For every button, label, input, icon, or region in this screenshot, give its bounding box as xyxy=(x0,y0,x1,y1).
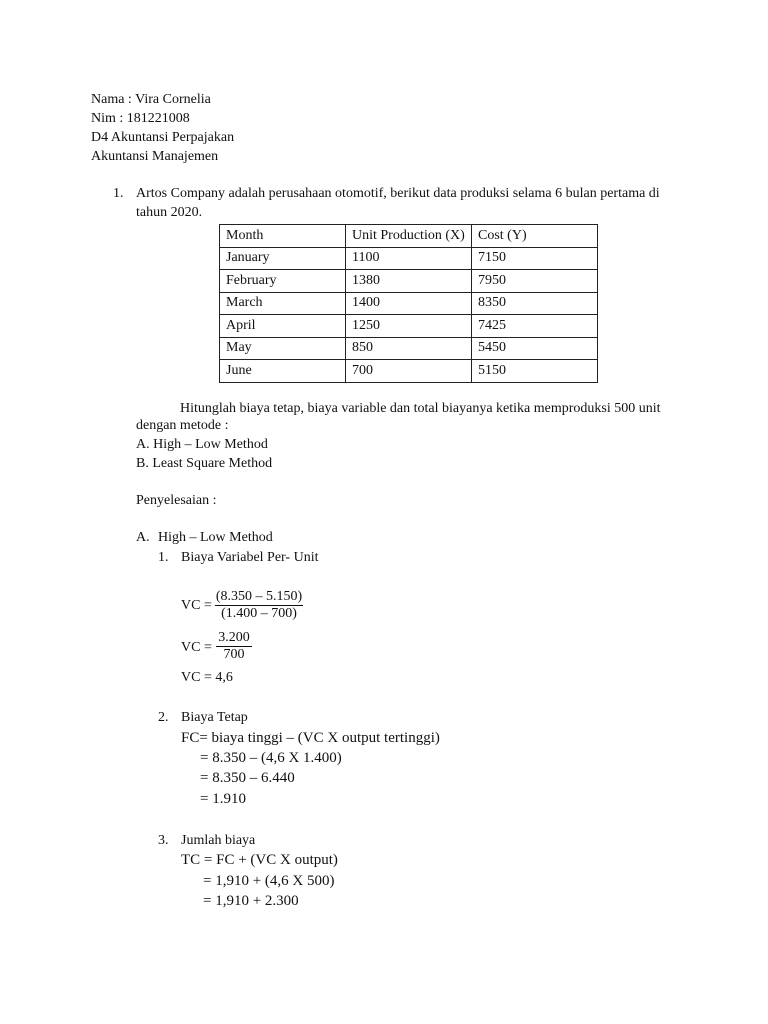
instruction-line2: dengan metode : xyxy=(136,418,229,433)
table-cell: 1100 xyxy=(346,247,472,270)
vc-fraction-2 xyxy=(216,630,252,663)
section-a-letter: A. xyxy=(136,530,150,545)
fc-line-3: = 8.350 – 6.440 xyxy=(200,770,295,786)
fraction-numerator: 3.200 xyxy=(218,630,250,645)
table-cell: June xyxy=(220,360,346,383)
step3-title: Jumlah biaya xyxy=(181,833,256,848)
fc-formula: FC= biaya tinggi – (VC X output tertinggi) xyxy=(181,730,440,746)
table-cell: 7425 xyxy=(472,315,598,338)
tc-line-2: = 1,910 + (4,6 X 500) xyxy=(203,873,335,889)
table-cell: 5450 xyxy=(472,337,598,360)
table-row xyxy=(220,337,598,360)
step3-number: 3. xyxy=(158,833,169,848)
table-cell: 5150 xyxy=(472,360,598,383)
fc-line-4: = 1.910 xyxy=(200,791,246,807)
vc-prefix-2: VC = xyxy=(181,640,212,655)
table-header-cell: Month xyxy=(220,225,346,248)
vc-fraction-1 xyxy=(215,589,303,622)
fc-line-2: = 8.350 – (4,6 X 1.400) xyxy=(200,750,342,766)
tc-line-3: = 1,910 + 2.300 xyxy=(203,893,299,909)
instruction-line1: Hitunglah biaya tetap, biaya variable dan total biayanya ketika memproduksi 500 unit xyxy=(180,401,661,416)
table-cell: April xyxy=(220,315,346,338)
table-header-row xyxy=(220,225,598,248)
table-header-cell: Cost (Y) xyxy=(472,225,598,248)
table-cell: May xyxy=(220,337,346,360)
step1-title: Biaya Variabel Per- Unit xyxy=(181,550,319,565)
table-cell: 7150 xyxy=(472,247,598,270)
step2-number: 2. xyxy=(158,710,169,725)
fraction-denominator: 700 xyxy=(223,647,245,662)
course-name: Akuntansi Manajemen xyxy=(91,149,219,164)
fraction-numerator: (8.350 – 5.150) xyxy=(215,589,303,604)
instruction-paragraph xyxy=(136,399,677,418)
table-cell: January xyxy=(220,247,346,270)
vc-result: VC = 4,6 xyxy=(181,670,233,685)
table-row xyxy=(220,360,598,383)
method-a-label: A. High – Low Method xyxy=(136,437,268,452)
table-row xyxy=(220,315,598,338)
table-cell: February xyxy=(220,270,346,293)
question-number: 1. xyxy=(113,186,124,201)
study-program: D4 Akuntansi Perpajakan xyxy=(91,130,235,145)
step1-number: 1. xyxy=(158,550,169,565)
table-cell: 1400 xyxy=(346,292,472,315)
table-cell: 7950 xyxy=(472,270,598,293)
table-cell: 700 xyxy=(346,360,472,383)
table-row xyxy=(220,292,598,315)
vc-prefix: VC = xyxy=(181,598,212,613)
student-nim: Nim : 181221008 xyxy=(91,111,190,126)
table-cell: 850 xyxy=(346,337,472,360)
question-text-line1: Artos Company adalah perusahaan otomotif, berikut data produksi selama 6 bulan pertama di xyxy=(136,186,660,201)
table-header-cell: Unit Production (X) xyxy=(346,225,472,248)
table-row xyxy=(220,247,598,270)
method-b-label: B. Least Square Method xyxy=(136,456,273,471)
student-name: Nama : Vira Cornelia xyxy=(91,92,211,107)
tc-formula: TC = FC + (VC X output) xyxy=(181,852,338,868)
solution-label: Penyelesaian : xyxy=(136,493,217,508)
section-a-title: High – Low Method xyxy=(158,530,273,545)
step2-title: Biaya Tetap xyxy=(181,710,248,725)
table-row xyxy=(220,270,598,293)
fraction-denominator: (1.400 – 700) xyxy=(221,606,297,621)
production-table xyxy=(219,224,598,383)
table-cell: 1380 xyxy=(346,270,472,293)
table-cell: 8350 xyxy=(472,292,598,315)
table-cell: 1250 xyxy=(346,315,472,338)
question-text-line2: tahun 2020. xyxy=(136,205,203,220)
table-cell: March xyxy=(220,292,346,315)
